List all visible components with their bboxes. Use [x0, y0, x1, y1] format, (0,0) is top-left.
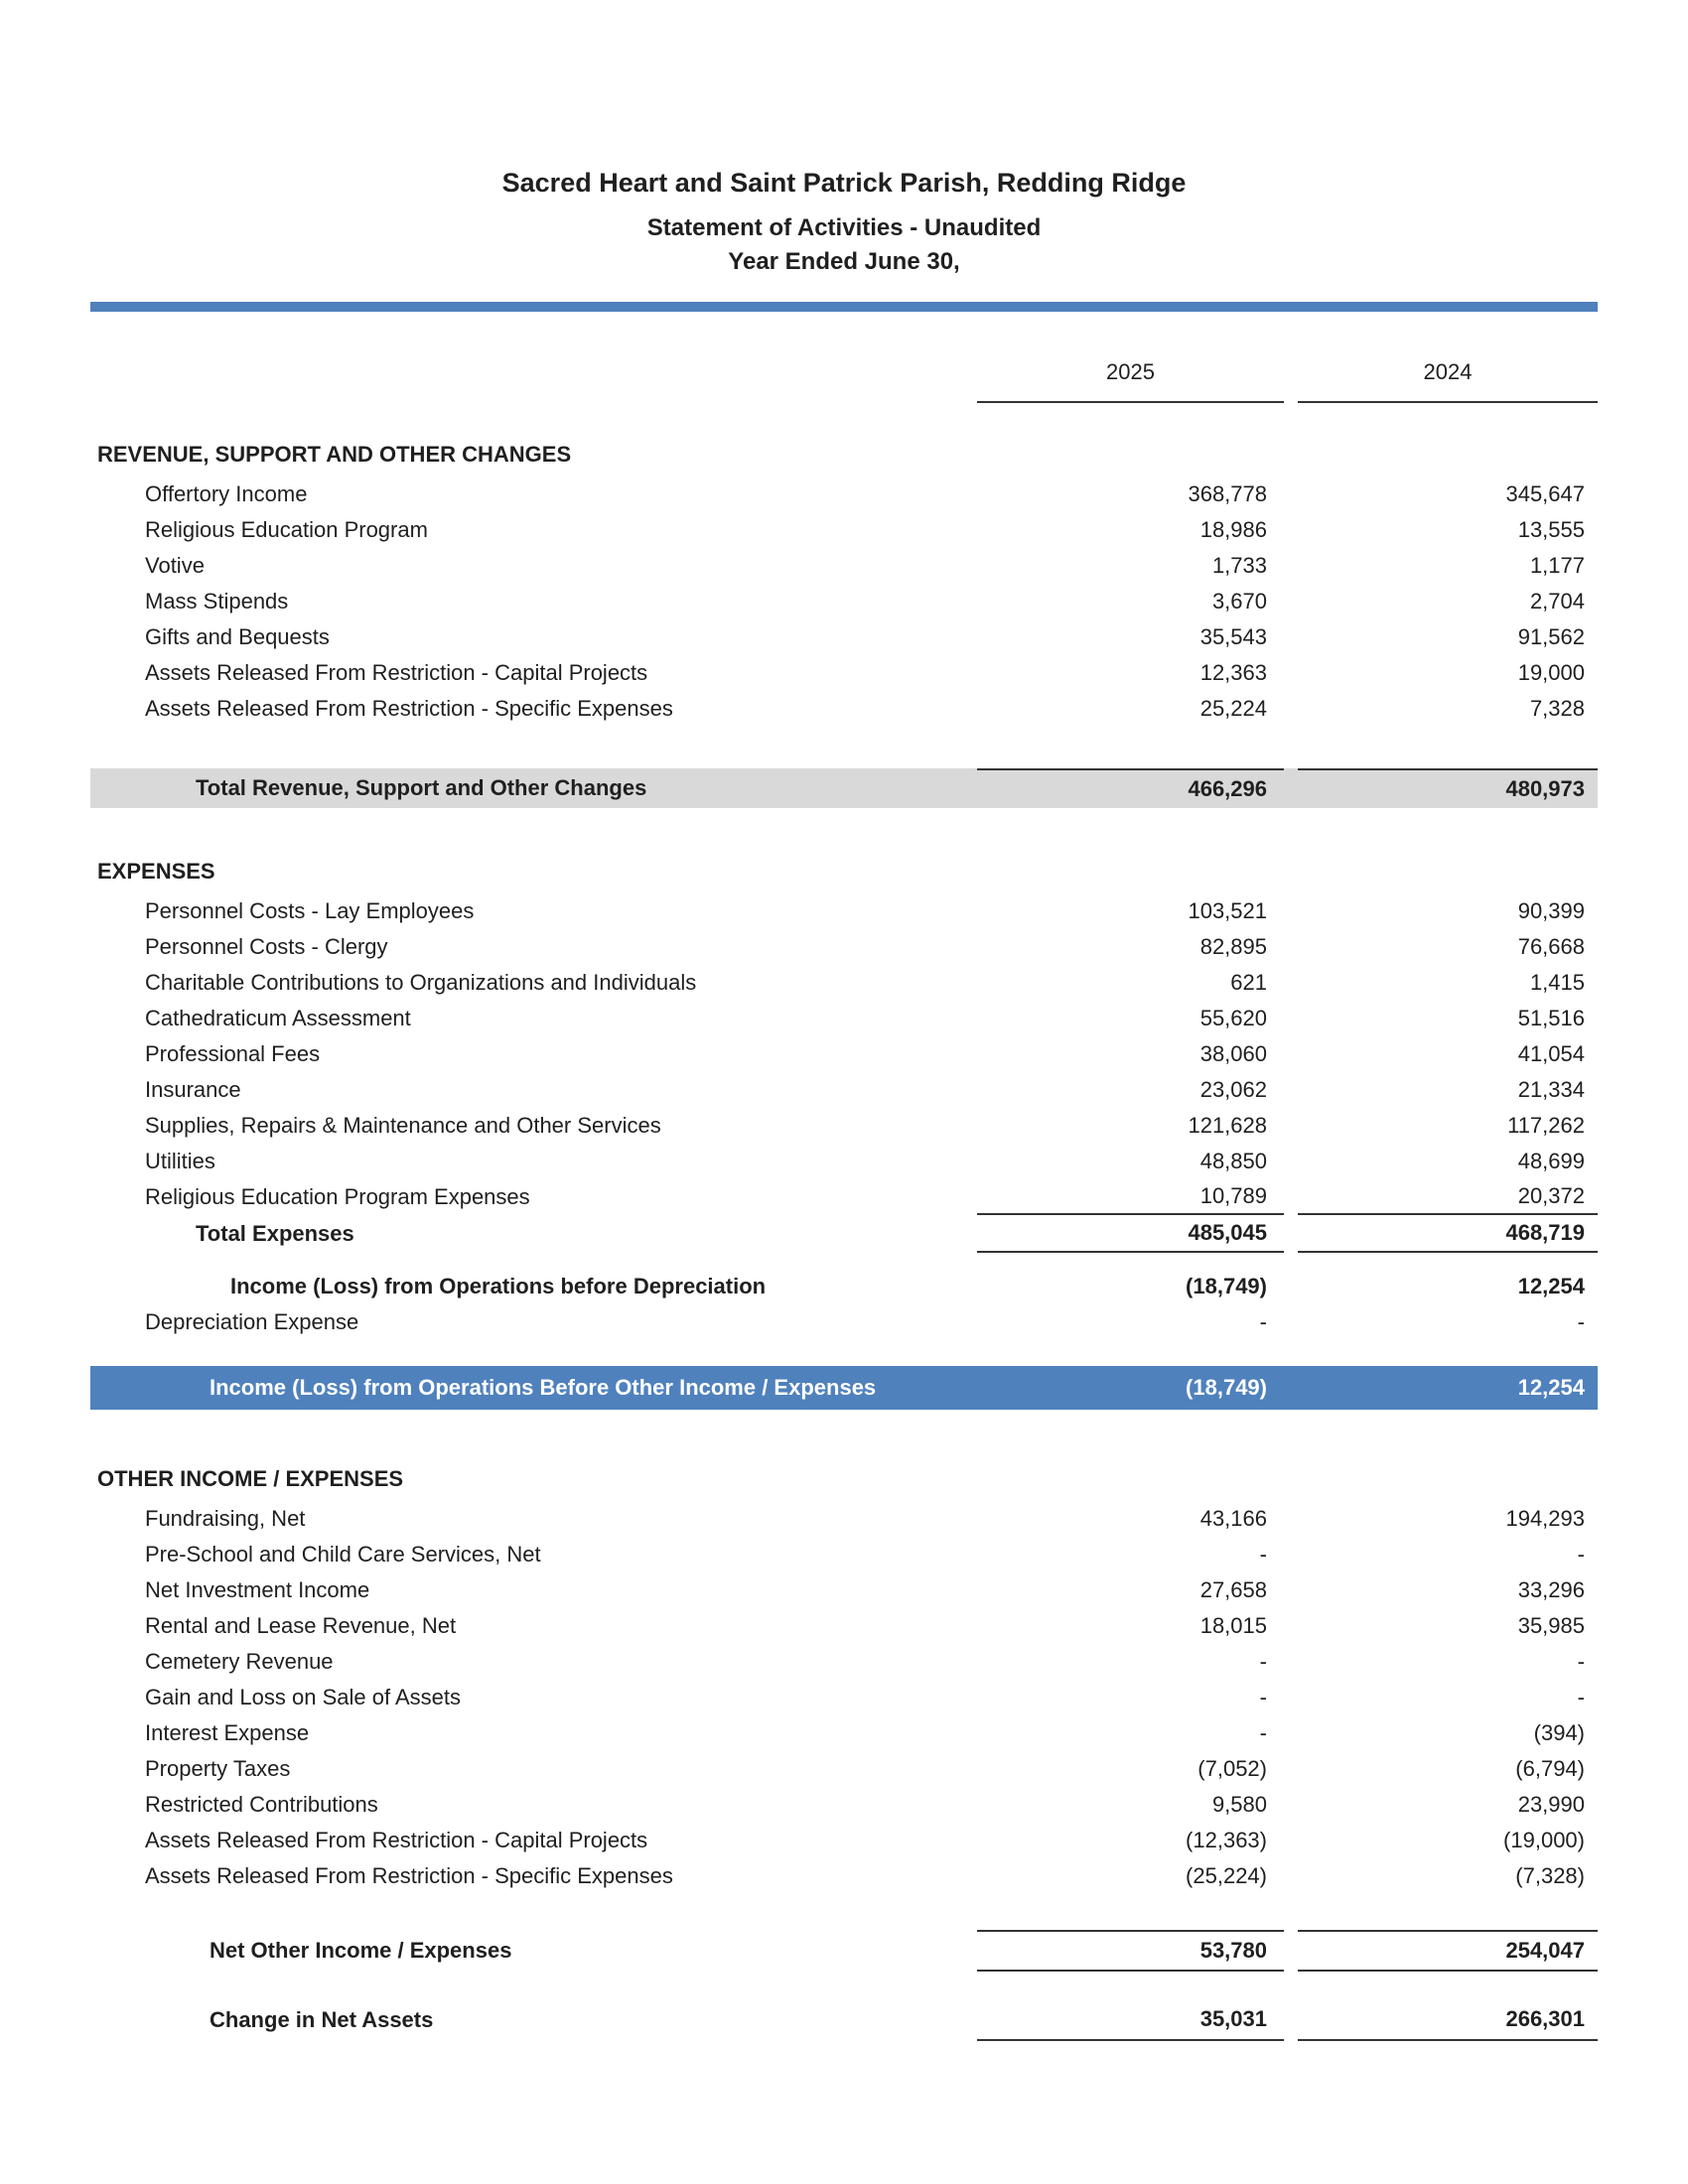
- row-label: Gain and Loss on Sale of Assets: [145, 1685, 461, 1709]
- row-label: Religious Education Program: [145, 517, 428, 542]
- value-2025: -: [1259, 1720, 1267, 1745]
- value-2025: 48,850: [1199, 1149, 1267, 1173]
- value-2025: 368,778: [1188, 481, 1267, 506]
- row-mass-stipends: [90, 584, 1598, 619]
- value-2024: 51,516: [1517, 1006, 1585, 1030]
- row-property-taxes: [90, 1751, 1598, 1787]
- value-2024: 1,415: [1529, 970, 1585, 995]
- total-expenses-row: [90, 1215, 1598, 1253]
- period-label: Year Ended June 30,: [728, 248, 960, 275]
- value-2025: 18,015: [1199, 1613, 1267, 1638]
- value-2024: 13,555: [1517, 517, 1585, 542]
- row-label: Assets Released From Restriction - Specific Expenses: [145, 1863, 673, 1888]
- row-votive: [90, 548, 1598, 584]
- value-2025: (7,052): [1197, 1756, 1267, 1781]
- row-label: Cemetery Revenue: [145, 1649, 334, 1674]
- row-label: Religious Education Program Expenses: [145, 1184, 530, 1209]
- value-2024: 345,647: [1505, 481, 1585, 506]
- section-heading-expenses: [90, 854, 1598, 889]
- value-2025: 82,895: [1199, 934, 1267, 959]
- net-other-income-row: [90, 1930, 1598, 1972]
- row-label: Net Investment Income: [145, 1577, 370, 1602]
- row-label: Personnel Costs - Clergy: [145, 934, 388, 959]
- value-2025: 35,031: [977, 1999, 1284, 2041]
- row-label: Depreciation Expense: [145, 1309, 359, 1334]
- row-label: Charitable Contributions to Organizations and Individuals: [145, 970, 697, 995]
- row-gifts-and-bequests: [90, 619, 1598, 655]
- income-before-depreciation-row: [90, 1269, 1598, 1304]
- value-2025: 55,620: [1199, 1006, 1267, 1030]
- value-2025: 27,658: [1199, 1577, 1267, 1602]
- value-2024: (7,328): [1515, 1863, 1585, 1888]
- row-other-assets-released-capital: [90, 1823, 1598, 1858]
- section-heading-label: REVENUE, SUPPORT AND OTHER CHANGES: [97, 442, 572, 467]
- row-label: Assets Released From Restriction - Capital Projects: [145, 1828, 648, 1852]
- column-header-2024: 2024: [1298, 357, 1598, 403]
- row-offertory-income: [90, 477, 1598, 512]
- value-2025: 10,789: [977, 1179, 1284, 1215]
- value-2025: 53,780: [977, 1930, 1284, 1972]
- value-2024: 1,177: [1529, 553, 1585, 578]
- row-label: Votive: [145, 553, 205, 578]
- value-2025: 25,224: [1199, 696, 1267, 721]
- value-2025: 9,580: [1211, 1792, 1267, 1817]
- section-heading-revenue: [90, 437, 1598, 473]
- row-personnel-lay-employees: [90, 893, 1598, 929]
- value-2025: -: [1259, 1649, 1267, 1674]
- value-2024: 48,699: [1517, 1149, 1585, 1173]
- value-2024: 194,293: [1505, 1506, 1585, 1531]
- row-label: Cathedraticum Assessment: [145, 1006, 411, 1030]
- column-header-spacer: [90, 357, 977, 403]
- value-2025: 12,363: [1199, 660, 1267, 685]
- value-2025: -: [1259, 1542, 1267, 1567]
- document-header: [90, 167, 1598, 276]
- row-label: Professional Fees: [145, 1041, 321, 1066]
- section-heading-label: OTHER INCOME / EXPENSES: [97, 1466, 404, 1491]
- value-2024: -: [1577, 1309, 1585, 1334]
- row-label: Supplies, Repairs & Maintenance and Other Services: [145, 1113, 661, 1138]
- value-2025: 621: [1230, 970, 1267, 995]
- row-religious-education-program: [90, 512, 1598, 548]
- total-revenue-row: [90, 768, 1598, 808]
- value-2024: (19,000): [1503, 1828, 1585, 1852]
- row-label: Change in Net Assets: [210, 2007, 434, 2032]
- empty-cell: [977, 854, 1284, 889]
- row-label: Total Expenses: [196, 1221, 354, 1246]
- value-2024: 41,054: [1517, 1041, 1585, 1066]
- value-2024: 480,973: [1298, 768, 1598, 808]
- value-2024: 90,399: [1517, 898, 1585, 923]
- value-2025: 3,670: [1211, 589, 1267, 614]
- row-assets-released-specific-expenses: [90, 691, 1598, 727]
- value-2025: 103,521: [1188, 898, 1267, 923]
- column-header-2025: 2025: [977, 357, 1284, 403]
- page-title: Sacred Heart and Saint Patrick Parish, Redding Ridge: [501, 168, 1187, 198]
- row-label: Total Revenue, Support and Other Changes: [196, 775, 647, 800]
- value-2025: (18,749): [1186, 1274, 1267, 1298]
- value-2025: 38,060: [1199, 1041, 1267, 1066]
- row-cathedraticum-assessment: [90, 1001, 1598, 1036]
- value-2025: 18,986: [1199, 517, 1267, 542]
- value-2025: 23,062: [1199, 1077, 1267, 1102]
- value-2024: 76,668: [1517, 934, 1585, 959]
- empty-cell: [977, 1461, 1284, 1497]
- row-supplies-repairs-maintenance: [90, 1108, 1598, 1144]
- row-gain-loss-sale-assets: [90, 1680, 1598, 1715]
- row-label: Personnel Costs - Lay Employees: [145, 898, 475, 923]
- value-2024: -: [1577, 1542, 1585, 1567]
- row-label: Insurance: [145, 1077, 241, 1102]
- value-2024: 7,328: [1529, 696, 1585, 721]
- row-label: Rental and Lease Revenue, Net: [145, 1613, 457, 1638]
- value-2024: 254,047: [1298, 1930, 1598, 1972]
- row-label: Property Taxes: [145, 1756, 291, 1781]
- value-2024: 35,985: [1517, 1613, 1585, 1638]
- row-religious-education-expenses: [90, 1179, 1598, 1215]
- change-in-net-assets-row: [90, 1999, 1598, 2041]
- row-label: Interest Expense: [145, 1720, 310, 1745]
- row-cemetery-revenue: [90, 1644, 1598, 1680]
- value-2024: 19,000: [1517, 660, 1585, 685]
- row-label: Assets Released From Restriction - Specific Expenses: [145, 696, 673, 721]
- row-depreciation-expense: [90, 1304, 1598, 1340]
- row-charitable-contributions: [90, 965, 1598, 1001]
- value-2025: 466,296: [977, 768, 1284, 808]
- row-restricted-contributions: [90, 1787, 1598, 1823]
- header-accent-rule: [90, 302, 1598, 312]
- value-2025: 35,543: [1199, 624, 1267, 649]
- value-2024: 91,562: [1517, 624, 1585, 649]
- empty-cell: [1298, 1461, 1598, 1497]
- row-interest-expense: [90, 1715, 1598, 1751]
- row-label: Income (Loss) from Operations Before Other Income / Expenses: [210, 1375, 877, 1400]
- row-other-assets-released-specific: [90, 1858, 1598, 1894]
- value-2024: (394): [1533, 1720, 1585, 1745]
- value-2024: 21,334: [1517, 1077, 1585, 1102]
- row-professional-fees: [90, 1036, 1598, 1072]
- value-2024: 33,296: [1517, 1577, 1585, 1602]
- value-2024: 20,372: [1298, 1179, 1598, 1215]
- row-label: Restricted Contributions: [145, 1792, 378, 1817]
- value-2024: -: [1577, 1685, 1585, 1709]
- value-2025: 1,733: [1211, 553, 1267, 578]
- row-utilities: [90, 1144, 1598, 1179]
- value-2025: (18,749): [1186, 1375, 1267, 1400]
- value-2025: (12,363): [1186, 1828, 1267, 1852]
- row-label: Offertory Income: [145, 481, 308, 506]
- empty-cell: [1298, 854, 1598, 889]
- value-2024: -: [1577, 1649, 1585, 1674]
- value-2024: 117,262: [1507, 1113, 1585, 1138]
- empty-cell: [977, 437, 1284, 473]
- value-2024: 266,301: [1298, 1999, 1598, 2041]
- row-label: Pre-School and Child Care Services, Net: [145, 1542, 541, 1567]
- row-label: Mass Stipends: [145, 589, 289, 614]
- value-2024: (6,794): [1515, 1756, 1585, 1781]
- value-2025: 485,045: [977, 1215, 1284, 1253]
- section-heading-label: EXPENSES: [97, 859, 215, 884]
- row-label: Income (Loss) from Operations before Depreciation: [230, 1274, 767, 1298]
- column-header-row: [90, 357, 1598, 403]
- value-2024: 23,990: [1517, 1792, 1585, 1817]
- row-insurance: [90, 1072, 1598, 1108]
- row-net-investment-income: [90, 1572, 1598, 1608]
- row-label: Net Other Income / Expenses: [210, 1938, 512, 1963]
- operations-income-band: [90, 1366, 1598, 1410]
- value-2024: 2,704: [1529, 589, 1585, 614]
- value-2024: 468,719: [1298, 1215, 1598, 1253]
- value-2024: 12,254: [1517, 1274, 1585, 1298]
- value-2024: 12,254: [1517, 1375, 1585, 1400]
- empty-cell: [1298, 437, 1598, 473]
- value-2025: 43,166: [1199, 1506, 1267, 1531]
- value-2025: 121,628: [1188, 1113, 1267, 1138]
- row-label: Gifts and Bequests: [145, 624, 330, 649]
- value-2025: (25,224): [1186, 1863, 1267, 1888]
- row-rental-lease-revenue: [90, 1608, 1598, 1644]
- row-label: Utilities: [145, 1149, 215, 1173]
- value-2025: -: [1259, 1309, 1267, 1334]
- value-2025: -: [1259, 1685, 1267, 1709]
- row-label: Assets Released From Restriction - Capital Projects: [145, 660, 648, 685]
- row-personnel-clergy: [90, 929, 1598, 965]
- statement-subtitle: Statement of Activities - Unaudited: [646, 214, 1042, 241]
- row-preschool-childcare-net: [90, 1537, 1598, 1572]
- row-fundraising-net: [90, 1501, 1598, 1537]
- section-heading-other: [90, 1461, 1598, 1497]
- row-assets-released-capital-projects: [90, 655, 1598, 691]
- row-label: Fundraising, Net: [145, 1506, 306, 1531]
